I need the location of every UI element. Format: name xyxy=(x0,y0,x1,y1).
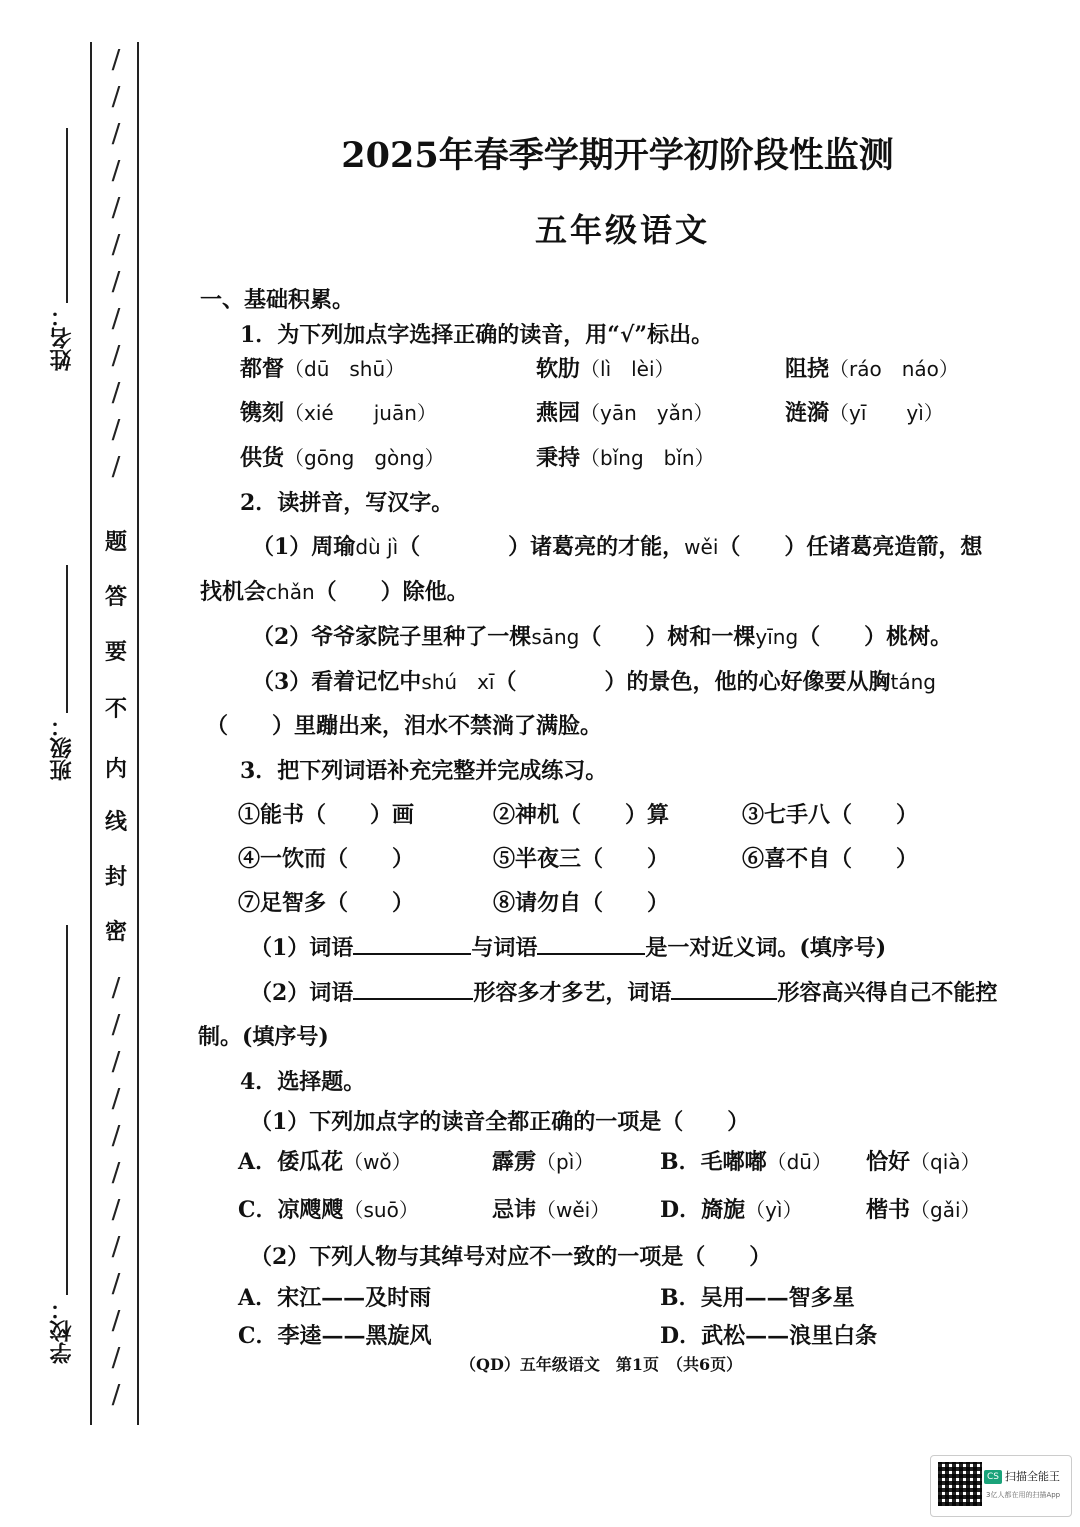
q2-stem: 2．读拼音，写汉字。 xyxy=(240,490,454,516)
school-blank[interactable] xyxy=(66,925,68,1295)
answer-blank[interactable] xyxy=(671,978,777,1000)
q2-line[interactable]: （ ）里蹦出来，泪水不禁淌了满脸。 xyxy=(206,713,603,739)
q2-line[interactable]: （2）爷爷家院子里种了一棵sāng（ ）树和一棵yīng（ ）桃树。 xyxy=(252,624,953,650)
q2-line[interactable]: （3）看着记忆中shú xī（ ）的景色，他的心好像要从胸táng xyxy=(252,669,936,695)
q3-idiom[interactable]: ④一饮而（ ） xyxy=(238,846,415,872)
q4-option[interactable]: C．凉飕飕（suō） xyxy=(238,1197,419,1223)
q4-option[interactable]: A．倭瓜花（wǒ） xyxy=(238,1149,412,1175)
watermark-slogan: 3亿人都在用的扫描App xyxy=(986,1491,1061,1499)
camscanner-logo-icon: CS xyxy=(984,1470,1002,1484)
answer-blank[interactable] xyxy=(537,933,645,955)
qr-code-icon xyxy=(938,1462,982,1506)
q4-stem: 4．选择题。 xyxy=(240,1069,366,1095)
q1-item[interactable]: 都督（dū shū） xyxy=(240,356,406,382)
page-subtitle: 五年级语文 xyxy=(534,211,710,249)
q4-option[interactable]: 楷书（gǎi） xyxy=(866,1197,981,1223)
class-label: 班级： xyxy=(49,715,75,781)
q3-part1[interactable]: （1）词语 与词语 是一对近义词。(填序号) xyxy=(250,935,887,961)
section-heading: 一、基础积累。 xyxy=(200,287,355,313)
seal-char: 封 xyxy=(104,864,127,890)
school-label: 学校： xyxy=(49,1298,75,1364)
watermark-app-name: 扫描全能王 xyxy=(1005,1470,1060,1483)
q4-option[interactable]: 霹雳（pì） xyxy=(492,1149,595,1175)
q1-item[interactable]: 涟漪（yī yì） xyxy=(785,400,944,426)
seal-char: 题 xyxy=(104,529,127,555)
q3-idiom[interactable]: ③七手八（ ） xyxy=(742,802,919,828)
q4-option[interactable]: D．武松——浪里白条 xyxy=(660,1323,878,1349)
name-label: 姓名： xyxy=(49,305,75,371)
answer-blank[interactable] xyxy=(353,978,473,1000)
q4-sub2-stem: （2）下列人物与其绰号对应不一致的一项是（ ） xyxy=(250,1244,772,1270)
q4-option[interactable]: 忌讳（wěi） xyxy=(492,1197,611,1223)
q1-stem: 1．为下列加点字选择正确的读音，用“√”标出。 xyxy=(240,322,714,348)
q2-line[interactable]: （1）周瑜dù jì（ ）诸葛亮的才能，wěi（ ）任诸葛亮造箭，想 xyxy=(252,534,983,560)
q4-option[interactable]: C．李逵——黑旋风 xyxy=(238,1323,432,1349)
seal-char: 答 xyxy=(104,584,127,610)
q4-sub1-stem: （1）下列加点字的读音全都正确的一项是（ ） xyxy=(250,1109,750,1135)
q2-line[interactable]: 找机会chǎn（ ）除他。 xyxy=(200,579,469,605)
q3-idiom[interactable]: ⑧请勿自（ ） xyxy=(493,890,670,916)
margin-slashes-bottom: / / / / / / / / / / / / xyxy=(111,973,121,1410)
page-title: 2025年春季学期开学初阶段性监测 xyxy=(341,135,894,176)
q1-item[interactable]: 燕园（yān yǎn） xyxy=(536,400,714,426)
seal-char: 密 xyxy=(104,919,127,945)
q4-option[interactable]: B．毛嘟嘟（dū） xyxy=(660,1149,832,1175)
seal-char: 线 xyxy=(104,809,127,835)
q1-item[interactable]: 供货（gōng gòng） xyxy=(240,445,445,471)
q1-item[interactable]: 阻挠（ráo náo） xyxy=(785,356,959,382)
q3-idiom[interactable]: ②神机（ ）算 xyxy=(493,802,670,828)
seal-char: 不 xyxy=(104,696,127,722)
q3-idiom[interactable]: ①能书（ ）画 xyxy=(238,802,415,828)
q3-idiom[interactable]: ⑥喜不自（ ） xyxy=(742,846,919,872)
q3-idiom[interactable]: ⑤半夜三（ ） xyxy=(493,846,670,872)
q3-part2-cont: 制。(填序号) xyxy=(198,1024,329,1050)
q4-option[interactable]: B．吴用——智多星 xyxy=(660,1285,855,1311)
q4-option[interactable]: 恰好（qià） xyxy=(866,1149,981,1175)
q1-item[interactable]: 秉持（bǐng bǐn） xyxy=(536,445,715,471)
page-footer: （QD）五年级语文 第1页 （共6页） xyxy=(460,1355,743,1374)
margin-slashes-top: / / / / / / / / / / / / xyxy=(111,45,121,482)
q1-item[interactable]: 软肋（lì lèi） xyxy=(536,356,675,382)
answer-blank[interactable] xyxy=(353,933,471,955)
class-blank[interactable] xyxy=(66,565,68,713)
q4-option[interactable]: D．旖旎（yì） xyxy=(660,1197,803,1223)
seal-char: 要 xyxy=(104,639,127,665)
q4-option[interactable]: A．宋江——及时雨 xyxy=(238,1285,432,1311)
q3-stem: 3．把下列词语补充完整并完成练习。 xyxy=(240,758,608,784)
seal-char: 内 xyxy=(104,756,127,782)
q1-item[interactable]: 镌刻（xié juān） xyxy=(240,400,437,426)
q3-idiom[interactable]: ⑦足智多（ ） xyxy=(238,890,415,916)
q3-part2[interactable]: （2）词语 形容多才多艺，词语 形容高兴得自己不能控 xyxy=(250,980,998,1006)
